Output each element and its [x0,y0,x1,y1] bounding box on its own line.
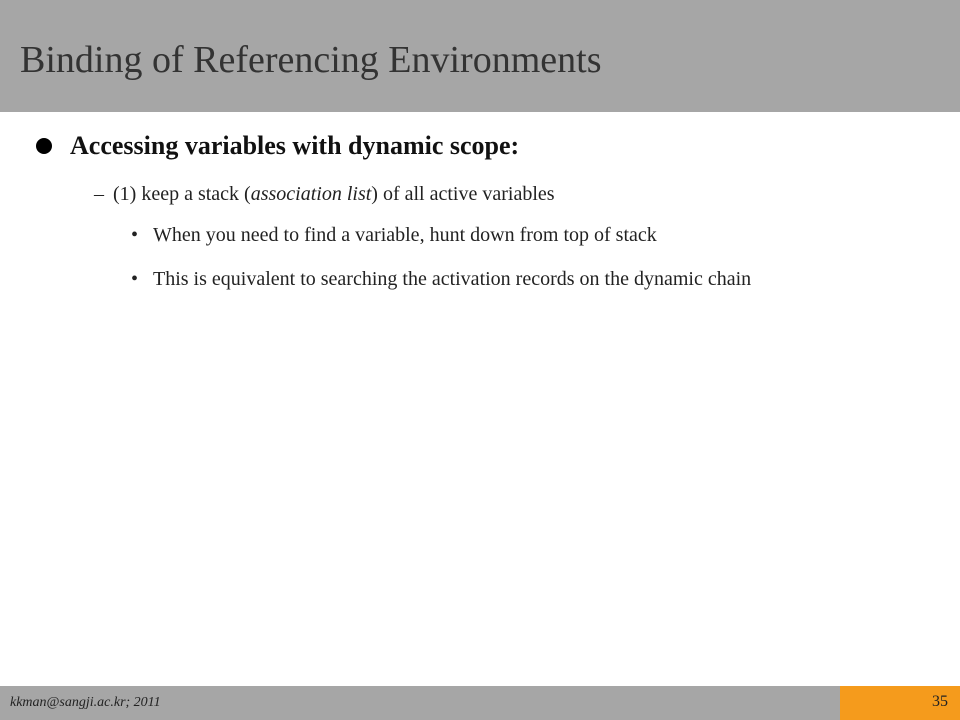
page-number: 35 [932,693,948,710]
page-number-box [840,686,960,720]
bullet-level3-text: When you need to find a variable, hunt down from top of stack [153,224,657,246]
slide-title: Binding of Referencing Environments [20,39,602,81]
bullet-level3-text: This is equivalent to searching the activation records on the dynamic chain [153,268,752,290]
title-bar [0,0,960,112]
footer-bar [0,686,840,720]
round-bullet-icon [36,138,52,154]
dash-bullet-icon: – [94,183,104,205]
level2-italic-term: association list [250,183,372,205]
level2-prefix: (1) keep a stack ( [113,183,251,205]
bullet-level1-text: Accessing variables with dynamic scope: [70,131,520,160]
bullet-level2-text [113,180,555,208]
level2-suffix: ) of all active variables [371,183,555,205]
dot-bullet-icon: • [131,224,139,246]
footer-text: kkman@sangji.ac.kr; 2011 [10,695,161,710]
dot-bullet-icon: • [131,268,139,290]
